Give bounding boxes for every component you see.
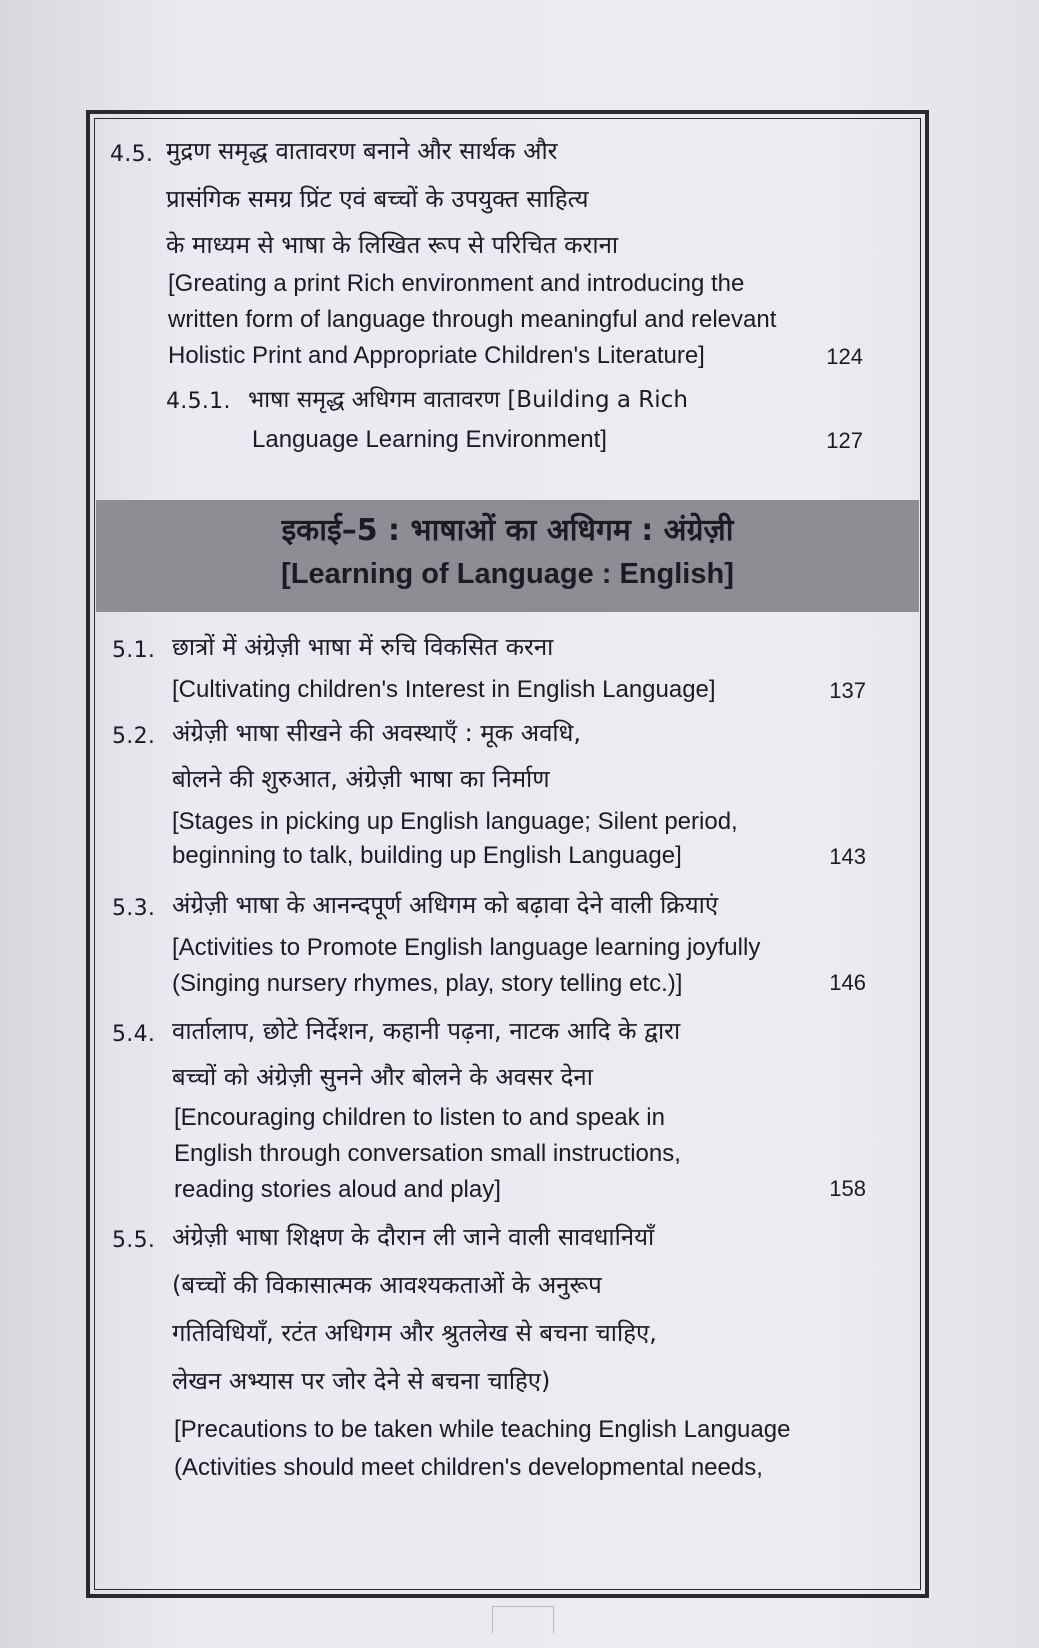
entry-english-line: English through conversation small instructions, [174,1140,681,1167]
page-number: 127 [826,428,863,453]
entry-number: 5.5. [112,1228,156,1253]
page-number: 158 [829,1176,866,1201]
entry-number: 5.1. [112,638,156,663]
entry-hindi-line: मुद्रण समृद्ध वातावरण बनाने और सार्थक और [166,137,558,165]
entry-hindi-line: अंग्रेज़ी भाषा सीखने की अवस्थाएँ : मूक अवधि, [172,719,582,747]
entry-hindi-line: अंग्रेज़ी भाषा शिक्षण के दौरान ली जाने वाली सावधानियाँ [172,1223,655,1251]
entry-hindi-line: गतिविधियाँ, रटंत अधिगम और श्रुतलेख से बचना चाहिए, [172,1319,657,1347]
entry-english-line: [Activities to Promote English language learning joyfully [172,934,761,961]
entry-english-line: Language Learning Environment] [252,426,607,453]
entry-number: 5.4. [112,1022,156,1047]
entry-hindi-line: बोलने की शुरुआत, अंग्रेज़ी भाषा का निर्माण [172,765,550,793]
entry-english-line: Holistic Print and Appropriate Children's Literature] [168,342,705,369]
entry-hindi-line: (बच्चों की विकासात्मक आवश्यकताओं के अनुरूप [172,1271,602,1299]
entry-english-line: (Singing nursery rhymes, play, story telling etc.)] [172,970,683,997]
entry-number: 5.3. [112,896,156,921]
unit-title-english: [Learning of Language : English] [281,558,734,590]
entry-english-line: [Stages in picking up English language; Silent period, [172,808,738,835]
entry-hindi-line: बच्चों को अंग्रेज़ी सुनने और बोलने के अवसर देना [172,1063,593,1091]
entry-english-line: [Cultivating children's Interest in English Language] [172,676,716,703]
page-number: 146 [829,970,866,995]
entry-hindi-line: छात्रों में अंग्रेज़ी भाषा में रुचि विकसित करना [172,633,554,661]
entry-hindi-line: प्रासंगिक समग्र प्रिंट एवं बच्चों के उपयुक्त साहित्य [166,185,589,213]
entry-hindi-line: अंग्रेज़ी भाषा के आनन्दपूर्ण अधिगम को बढ़ावा देने वाली क्रियाएं [172,891,719,919]
entry-hindi-line: भाषा समृद्ध अधिगम वातावरण [Building a Rich [248,387,688,413]
entry-number: 4.5.1. [166,389,231,414]
entry-hindi-line: के माध्यम से भाषा के लिखित रूप से परिचित कराना [166,231,619,259]
entry-english-line: beginning to talk, building up English Language] [172,842,682,869]
entry-hindi-line: वार्तालाप, छोटे निर्देशन, कहानी पढ़ना, नाटक आदि के द्वारा [172,1017,681,1045]
entry-hindi-line: लेखन अभ्यास पर जोर देने से बचना चाहिए) [172,1367,551,1395]
unit-title-hindi: इकाई–5 : भाषाओं का अधिगम : अंग्रेज़ी [281,513,734,548]
entry-english-line: (Activities should meet children's developmental needs, [174,1454,763,1481]
entry-number: 5.2. [112,724,156,749]
entry-english-line: [Greating a print Rich environment and introducing the [168,270,745,297]
page-number: 137 [829,678,866,703]
entry-english-line: reading stories aloud and play] [174,1176,501,1203]
entry-number: 4.5. [110,142,154,167]
entry-english-line: [Encouraging children to listen to and speak in [174,1104,665,1131]
entry-english-line: written form of language through meaningful and relevant [168,306,777,333]
page-number: 124 [826,344,863,369]
page-number: 143 [829,844,866,869]
entry-english-line: [Precautions to be taken while teaching English Language [174,1416,791,1443]
